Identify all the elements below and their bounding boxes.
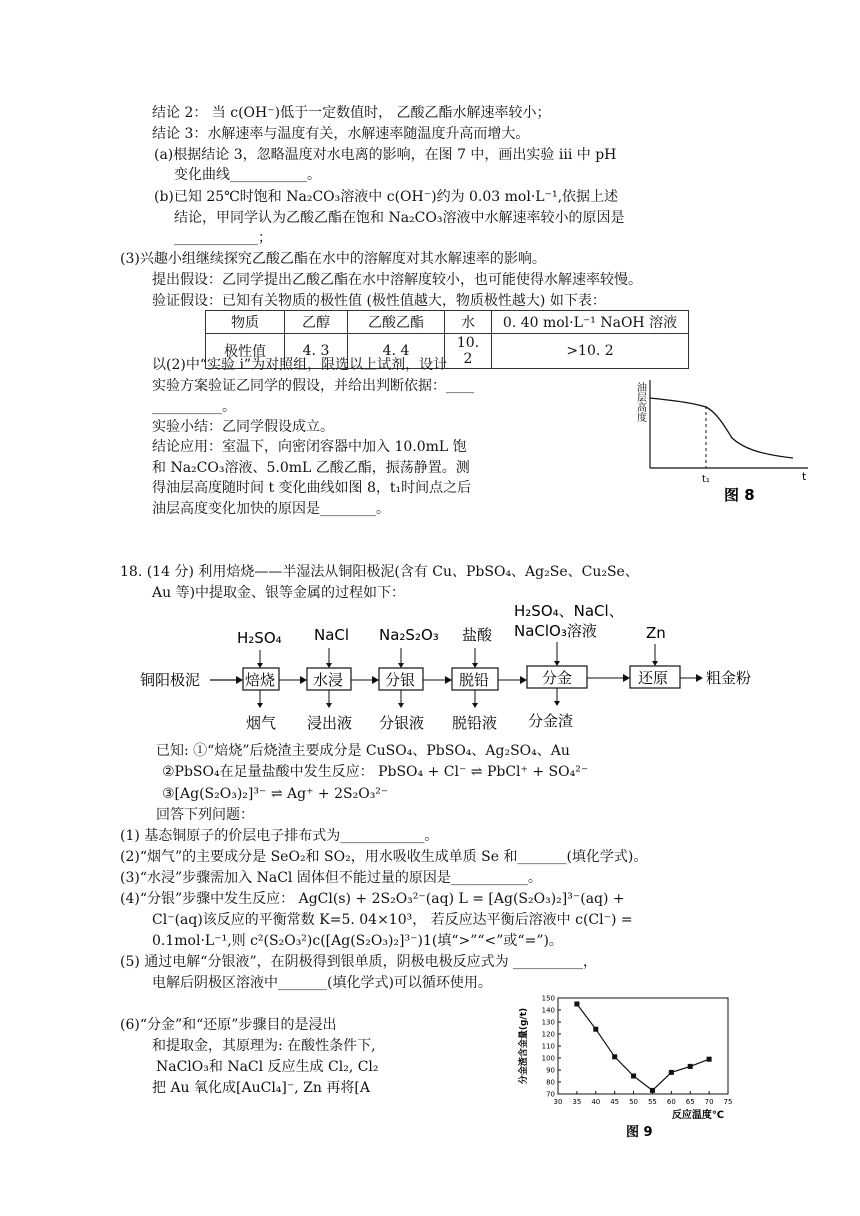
question-6-line1: (6)“分金”和“还原”步骤目的是浸出 xyxy=(120,1017,337,1033)
flow-step-label: 分金 xyxy=(542,669,573,687)
flow-step-leach xyxy=(307,626,352,732)
x-tick-label: 70 xyxy=(704,1098,714,1106)
table-cell: 4. 4 xyxy=(348,334,445,369)
flow-step-silver xyxy=(379,626,439,732)
question-5-line2: 电解后阴极区溶液中_______(填化学式)可以循环使用。 xyxy=(152,975,492,991)
fig8-curve xyxy=(650,398,793,458)
part-3-intro: (3)兴趣小组继续探究乙酸乙酯在水中的溶解度对其水解速率的影响。 xyxy=(120,251,546,267)
question-3: (3)“水浸”步骤需加入 NaCl 固体但不能过量的原因是___________。 xyxy=(120,870,542,886)
q18-stem-line1: 18. (14 分) 利用焙烧——半湿法从铜阳极泥(含有 Cu、PbSO₄、Ag₂Se、Cu₂Se、 xyxy=(120,564,639,580)
y-tick-label: 140 xyxy=(541,1006,555,1015)
answer-prompt: 回答下列问题： xyxy=(156,807,254,823)
x-tick-label: 35 xyxy=(572,1098,582,1106)
data-point xyxy=(688,1064,693,1069)
question-6-line3: NaClO₃和 NaCl 反应生成 Cl₂, Cl₂ xyxy=(156,1059,379,1075)
flow-input-label: 盐酸 xyxy=(462,626,493,644)
data-point xyxy=(650,1088,655,1093)
flow-input-label-2: NaClO₃溶液 xyxy=(514,622,597,640)
conclusion-2: 结论 2： 当 c(OH⁻)低于一定数值时， 乙酸乙酯水解速率较小； xyxy=(152,105,551,121)
x-tick-label: 40 xyxy=(591,1098,601,1106)
x-tick-label: 45 xyxy=(610,1098,620,1106)
sub-question-a-line2: 变化曲线___________。 xyxy=(174,167,321,183)
sub-question-a-line1: (a)根据结论 3，忽略温度对水电离的影响，在图 7 中，画出实验 iii 中 pH xyxy=(154,147,617,163)
flow-step-gold xyxy=(514,602,624,730)
flow-input-label: NaCl xyxy=(314,626,350,644)
flow-output-label: 分金渣 xyxy=(528,712,574,730)
question-4-line1: (4)“分银”步骤中发生反应： AgCl(s) + 2S₂O₃²⁻(aq) L = [Ag(S₂O₃)₂]³⁻(aq) + xyxy=(120,891,625,907)
flow-end-label: 粗金粉 xyxy=(706,669,752,687)
sub-question-b-line1: (b)已知 25℃时饱和 Na₂CO₃溶液中 c(OH⁻)约为 0.03 mol·L⁻¹,依据上述 xyxy=(154,189,619,205)
question-6-line4: 把 Au 氧化成[AuCl₄]⁻, Zn 再将[A xyxy=(152,1080,370,1096)
design-line3: __________。 xyxy=(152,399,236,415)
figure-9-chart xyxy=(514,990,754,1140)
question-4-line3: 0.1mol·L⁻¹,则 c²(S₂O₃²)c([Ag(S₂O₃)₂]³⁻)1(填“>”“<”或“=”)。 xyxy=(152,933,563,949)
design-line2: 实验方案验证乙同学的假设，并给出判断依据：____ xyxy=(152,378,474,394)
flow-step-label: 焙烧 xyxy=(245,671,276,689)
x-tick-label: 65 xyxy=(685,1098,695,1106)
x-tick-label: 60 xyxy=(666,1098,676,1106)
experiment-summary: 实验小结：乙同学假设成立。 xyxy=(152,419,334,435)
x-tick-label: 30 xyxy=(553,1098,563,1106)
conclusion-3: 结论 3：水解速率与温度有关，水解速率随温度升高而增大。 xyxy=(152,126,530,142)
application-line1: 结论应用：室温下，向密闭容器中加入 10.0mL 饱 xyxy=(152,439,467,455)
x-tick-label: 75 xyxy=(723,1098,733,1106)
process-flowchart xyxy=(140,600,770,740)
known-3: ③[Ag(S₂O₃)₂]³⁻ ⇌ Ag⁺ + 2S₂O₃²⁻ xyxy=(162,786,389,802)
table-cell: 极性值 xyxy=(206,334,285,369)
data-point xyxy=(593,1027,598,1032)
table-row xyxy=(206,311,689,334)
flow-step-label: 脱铅 xyxy=(459,671,490,689)
flow-input-label: H₂SO₄ xyxy=(237,629,282,647)
hypothesis: 提出假设：乙同学提出乙酸乙酯在水中溶解度较小，也可能使得水解速率较慢。 xyxy=(152,272,642,288)
sub-question-b-blank: ____________； xyxy=(174,230,272,246)
fig8-t1-label: t₁ xyxy=(702,474,710,485)
figure-caption: 图 9 xyxy=(626,1125,653,1140)
flow-step-label: 还原 xyxy=(638,669,669,687)
table-cell: 物质 xyxy=(206,311,285,334)
y-tick-label: 70 xyxy=(546,1090,555,1099)
flow-step-reduce xyxy=(630,624,680,688)
figure-8 xyxy=(628,370,820,510)
y-tick-label: 150 xyxy=(541,994,555,1003)
application-line2: 和 Na₂CO₃溶液、5.0mL 乙酸乙酯，振荡静置。测 xyxy=(152,460,470,476)
x-axis-label: 反应温度℃ xyxy=(671,1110,724,1121)
question-6-line2: 和提取金，其原理为: 在酸性条件下, xyxy=(152,1038,376,1054)
x-tick-label: 55 xyxy=(647,1098,657,1106)
flow-output-label: 脱铅液 xyxy=(452,714,498,732)
flow-input-label: Na₂S₂O₃ xyxy=(379,626,439,644)
flow-input-label: H₂SO₄、NaCl、 xyxy=(514,602,624,620)
table-cell: 乙酸乙酯 xyxy=(348,311,445,334)
known-1: 已知: ①“焙烧”后烧渣主要成分是 CuSO₄、PbSO₄、Ag₂SO₄、Au xyxy=(156,743,570,759)
flow-start-label: 铜阳极泥 xyxy=(140,671,201,689)
table-cell: 0. 40 mol·L⁻¹ NaOH 溶液 xyxy=(492,311,689,334)
y-axis-label: 分金渣含金量(g/t) xyxy=(519,1007,529,1085)
x-tick-label: 50 xyxy=(629,1098,639,1106)
table-cell: >10. 2 xyxy=(492,334,689,369)
flow-step-label: 分银 xyxy=(385,671,416,689)
flow-input-label: Zn xyxy=(646,624,666,642)
fig8-caption: 图 8 xyxy=(724,486,755,504)
sub-question-b-line2: 结论，甲同学认为乙酸乙酯在饱和 Na₂CO₃溶液中水解速率较小的原因是 xyxy=(174,210,625,226)
verification: 验证假设：已知有关物质的极性值 (极性值越大，物质极性越大) 如下表： xyxy=(152,293,606,309)
known-2: ②PbSO₄在足量盐酸中发生反应： PbSO₄ + Cl⁻ ⇌ PbCl⁺ + SO₄²⁻ xyxy=(162,764,589,780)
question-4-line2: Cl⁻(aq)该反应的平衡常数 K=5. 04×10³， 若反应达平衡后溶液中 c(Cl⁻) = xyxy=(152,912,633,928)
flow-step-lead xyxy=(452,626,498,732)
q18-stem-line2: Au 等)中提取金、银等金属的过程如下： xyxy=(152,585,406,601)
fig8-xlabel: t xyxy=(802,470,807,483)
y-tick-label: 90 xyxy=(546,1066,555,1075)
question-1: (1) 基态铜原子的价层电子排布式为____________。 xyxy=(120,828,439,844)
y-tick-label: 80 xyxy=(546,1078,555,1087)
flow-output-label: 浸出液 xyxy=(307,714,353,732)
data-point xyxy=(707,1057,712,1062)
data-point xyxy=(631,1074,636,1079)
y-tick-label: 100 xyxy=(541,1054,555,1063)
application-line3: 得油层高度随时间 t 变化曲线如图 8，t₁时间点之后 xyxy=(152,480,472,496)
y-tick-label: 120 xyxy=(541,1030,555,1039)
application-line4: 油层高度变化加快的原因是________。 xyxy=(152,501,390,517)
table-cell: 水 xyxy=(445,311,492,334)
design-line1: 以(2)中“实验 i”为对照组，限选以上试剂，设计 xyxy=(152,357,448,373)
table-cell: 乙醇 xyxy=(285,311,348,334)
y-tick-label: 130 xyxy=(541,1018,555,1027)
data-point xyxy=(669,1070,674,1075)
table-cell: 4. 3 xyxy=(285,334,348,369)
data-point xyxy=(612,1054,617,1059)
flow-output-label: 分银液 xyxy=(379,714,425,732)
flow-output-label: 烟气 xyxy=(246,714,277,732)
question-5-line1: (5) 通过电解“分银液”，在阴极得到银单质，阴极电极反应式为 __________， xyxy=(120,954,598,970)
question-2: (2)“烟气”的主要成分是 SeO₂和 SO₂，用水吸收生成单质 Se 和_______(填化学式)。 xyxy=(120,849,648,865)
data-point xyxy=(574,1002,579,1007)
table-cell: 10. 2 xyxy=(445,334,492,369)
fig8-ylabel: 油层高度 xyxy=(634,382,646,422)
flow-step-label: 水浸 xyxy=(313,671,344,689)
series-line xyxy=(577,1004,709,1090)
y-tick-label: 110 xyxy=(541,1042,555,1051)
flow-step-roast xyxy=(237,629,282,732)
